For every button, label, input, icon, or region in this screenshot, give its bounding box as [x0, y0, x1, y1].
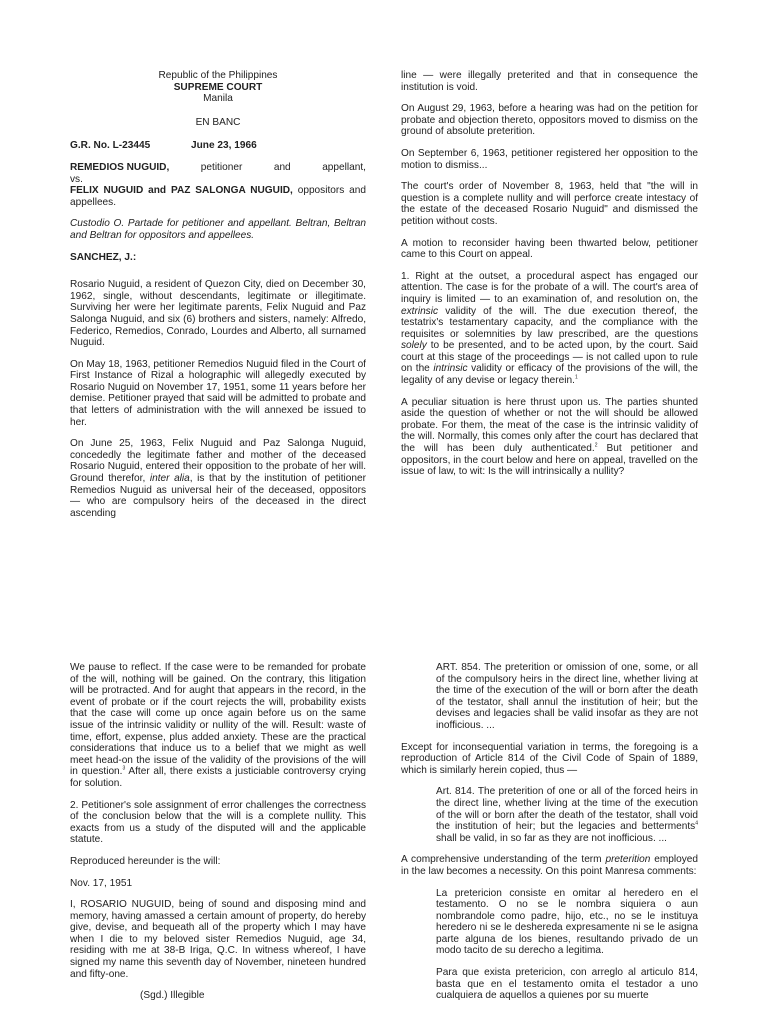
paragraph: On May 18, 1963, petitioner Remedios Nuguid filed in the Court of First Instance of Rizal a holographic will allegedly executed by Rosario Nuguid on November 17, 1951, some 11 years before her demise. Petitioner prayed that said will be admitted to probate and that letters of administration with the will annexed be issued to her.: [70, 358, 366, 428]
paragraph: [70, 662, 366, 790]
will-text: I, ROSARIO NUGUID, being of sound and disposing mind and memory, having amassed a certain amount of property, do hereby give, devise, and bequeath all of the property which I may have when I die to my beloved sister Remedios Nuguid, age 34, residing with me at 38-B Iriga, Q.C. In witness whereof, I have signed my name this seventh day of November, nineteen hundred and fifty-one.: [70, 899, 366, 980]
footnote-ref[interactable]: 3: [122, 765, 126, 772]
text-run: Art. 814. The preterition of one or all of the forced heirs in the direct line, whether living at the time of the execution of the will or born after the death of the testator, shall void the institution of heir; but the legacies and betterments: [436, 786, 698, 833]
versus: vs.: [70, 173, 83, 185]
petitioner-role-a: petitioner: [200, 161, 243, 173]
document-page-2: [0, 630, 768, 1024]
petitioner-name: REMEDIOS NUGUID,: [70, 161, 170, 173]
will-date: Nov. 17, 1951: [70, 877, 133, 889]
text-run: A peculiar situation is here thrust upon us. The parties shunted aside the question of whether or not the will should be allowed probate. For them, the meat of the case is the intrinsic validity of the will. Normally, this comes only after the court has declared that the will has been duly authenticated.: [401, 396, 698, 455]
manresa-quote-continued: Para que exista pretericion, con arreglo al articulo 814, basta que en el testamento omita el testador a uno cualquiera de aquellos a quienes por su muerte: [436, 967, 698, 1002]
page-gap: [0, 570, 768, 630]
paragraph: Reproduced hereunder is the will:: [70, 855, 221, 867]
text-run: We pause to reflect. If the case were to be remanded for probate of the will, nothing will be gained. On the contrary, this litigation will be protracted. And for aught that appears in the record, in the event of probate or if the court rejects the will, probability exists that the case will come up once again before us on the same issue of the intrinsic validity or nullity of the will. Result: waste of time, effort, expense, plus added anxiety. These are the practical considerations that induce us to a belief that we might as well meet head-on the issue of the validity of the provisions of the will in question.: [70, 662, 366, 778]
text-run: employed in the law becomes a necessity. On this point Manresa comments:: [401, 854, 698, 877]
quoted-article-854: ART. 854. The preterition or omission of one, some, or all of the compulsory heirs in the direct line, whether living at the time of the execution of the will or born after the death of the testator, shall annul the institution of heir; but the devises and legacies shall be valid insofar as they are not inofficious. ...: [436, 662, 698, 731]
text-run: A comprehensive understanding of the term: [401, 854, 602, 866]
paragraph: [401, 854, 698, 877]
decision-date: June 23, 1966: [191, 140, 257, 152]
text-run: But petitioner and oppositors, in the court below and here on appeal, travelled on the issue of law, to wit: Is the will intrinsically a nullity?: [401, 443, 698, 478]
petitioner-role-b: and: [273, 161, 291, 173]
en-banc-heading: EN BANC: [195, 116, 241, 128]
petitioner-role-c: appellant,: [322, 161, 366, 173]
paragraph: On September 6, 1963, petitioner registered her opposition to the motion to dismiss...: [401, 147, 698, 171]
text-run-italic: intrinsic: [433, 363, 468, 375]
text-run: After all, there exists a justiciable controversy crying for solution.: [70, 766, 366, 789]
text-run: shall be valid, in so far as they are not inofficious. ...: [436, 832, 667, 844]
paragraph: The court's order of November 8, 1963, held that "the will in question is a complete nullity and will perforce create intestacy of the estate of the deceased Rosario Nuguid" and dismissed the petition without costs.: [401, 181, 698, 227]
page1-left-column: [70, 70, 366, 529]
text-run: validity of the will. The due execution thereof, the testatrix's testamentary capacity, and the compliance with the requisites or solemnities by law prescribed, are the questions: [401, 305, 698, 340]
oppositors-line: [70, 185, 366, 208]
text-run: , is that by the institution of petitioner Remedios Nuguid as universal heir of the deceased, oppositors — who are compulsory heirs of the deceased in the direct ascending: [70, 473, 366, 519]
text-run-italic: solely: [401, 340, 427, 352]
paragraph: [70, 438, 366, 519]
text-run: validity or efficacy of the provisions of the will, the legality of any devise or legacy therein.: [401, 363, 698, 387]
city-heading: Manila: [203, 93, 233, 105]
page1-right-column: [401, 70, 698, 488]
paragraph: On August 29, 1963, before a hearing was had on the petition for probate and objection thereto, oppositors moved to dismiss on the ground of absolute preterition.: [401, 103, 698, 138]
footnote-ref[interactable]: 2: [594, 442, 598, 449]
republic-heading: Republic of the Philippines: [158, 70, 278, 81]
text-run: On June 25, 1963, Felix Nuguid and Paz Salonga Nuguid, concededly the legitimate father and mother of the deceased Rosario Nuguid, entered their opposition to the probate of her will. Ground therefor,: [70, 438, 366, 485]
paragraph: line — were illegally preterited and that in consequence the institution is void.: [401, 70, 698, 93]
page2-right-column: [401, 662, 698, 1012]
gr-number: G.R. No. L-23445: [70, 140, 151, 152]
text-run: to be presented, and to be acted upon, by the court. Said court at this stage of the proceedings — is not called upon to rule on the: [401, 340, 698, 375]
text-run-italic: inter alia: [149, 473, 190, 485]
text-run: 1. Right at the outset, a procedural aspect has engaged our attention. The case is for the probate of a will. The court's area of inquiry is limited — to an examination of, and resolution on, the: [401, 270, 698, 305]
footnote-ref[interactable]: 4: [695, 820, 698, 827]
oppositors-role: oppositors and appellees.: [70, 185, 366, 208]
will-signature: (Sgd.) Illegible: [140, 990, 205, 1002]
oppositors-name: FELIX NUGUID and PAZ SALONGA NUGUID,: [70, 185, 293, 197]
page2-left-column: [70, 662, 366, 1012]
manresa-quote: La pretericion consiste en omitar al heredero en el testamento. O no se le nombra siquiera o aun nombrandole como padre, hijo, etc., no se le instituya heredero ni se le deshereda expresamente ni se le asigna parte alguna de los bienes, resultando privado de un modo tacito de su derecho a legitima.: [436, 887, 698, 957]
text-run-italic: preterition: [605, 854, 651, 866]
case-number-line: [70, 140, 366, 152]
footnote-ref[interactable]: 1: [574, 374, 578, 381]
counsel-note: Custodio O. Partade for petitioner and appellant. Beltran, Beltran and Beltran for oppositors and appellees.: [70, 218, 366, 241]
paragraph: [401, 397, 698, 478]
paragraph: A motion to reconsider having been thwarted below, petitioner came to this Court on appeal.: [401, 237, 698, 261]
ponente: SANCHEZ, J.:: [70, 251, 137, 263]
court-heading: SUPREME COURT: [173, 81, 263, 93]
paragraph: 2. Petitioner's sole assignment of error challenges the correctness of the conclusion below that the will is a complete nullity. This exacts from us a study of the disputed will and the applicable statute.: [70, 799, 366, 846]
text-run-italic: extrinsic: [401, 305, 439, 317]
petitioner-line: [70, 162, 366, 174]
paragraph: [401, 271, 698, 387]
quoted-article-814: [436, 786, 698, 844]
paragraph: Except for inconsequential variation in terms, the foregoing is a reproduction of Article 814 of the Civil Code of Spain of 1889, which is similarly herein copied, thus —: [401, 741, 698, 776]
paragraph: Rosario Nuguid, a resident of Quezon City, died on December 30, 1962, single, without descendants, legitimate or illegitimate. Surviving her were her legitimate parents, Felix Nuguid and Paz Salonga Nuguid, and six (6) brothers and sisters, namely: Alfredo, Federico, Remedios, Conrado, Lourdes and Alberto, all surnamed Nuguid.: [70, 279, 366, 349]
